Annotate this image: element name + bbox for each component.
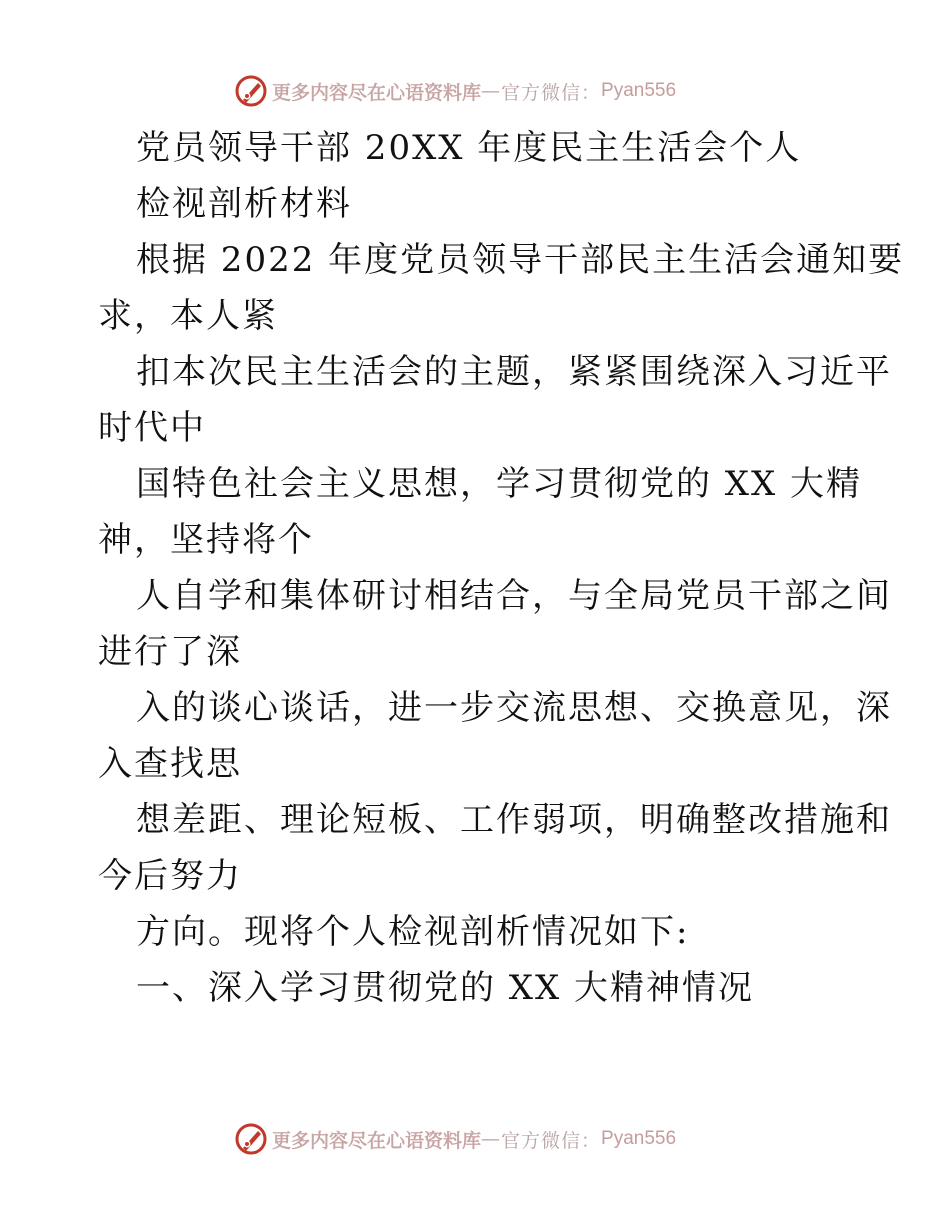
text-line: 检视剖析材料 — [136, 184, 352, 224]
text-line: 国特色社会主义思想，学习贯彻党的 XX 大精 — [136, 464, 863, 504]
text-line: 神，坚持将个 — [98, 520, 314, 560]
text-line: 时代中 — [98, 408, 206, 448]
text-line: 扣本次民主生活会的主题，紧紧围绕深入习近平 — [136, 352, 892, 392]
text-line: 今后努力 — [98, 856, 242, 896]
watermark-label: 官方微信： — [501, 81, 602, 104]
watermark-dash: — — [481, 1128, 502, 1150]
watermark-banner-top — [234, 73, 676, 109]
watermark-main-text: 更多内容尽在心语资料库 — [272, 81, 482, 104]
text-line: 根据 2022 年度党员领导干部民主生活会通知要 — [136, 240, 905, 280]
watermark-wechat-id: Pyan556 — [601, 80, 677, 101]
watermark-banner-bottom — [234, 1121, 676, 1157]
text-line: 入的谈心谈话，进一步交流思想、交换意见，深 — [136, 688, 892, 728]
text-line: 进行了深 — [98, 632, 242, 672]
watermark-main-text: 更多内容尽在心语资料库 — [272, 1129, 482, 1152]
pen-logo-icon — [234, 1122, 268, 1156]
text-line: 求，本人紧 — [98, 296, 278, 336]
text-line: 入查找思 — [98, 744, 242, 784]
watermark-dash: — — [481, 80, 502, 102]
text-line: 方向。现将个人检视剖析情况如下: — [136, 912, 690, 952]
pen-logo-icon — [234, 74, 268, 108]
text-line: 人自学和集体研讨相结合，与全局党员干部之间 — [136, 576, 892, 616]
watermark-label: 官方微信： — [501, 1129, 602, 1152]
text-line: 一、深入学习贯彻党的 XX 大精神情况 — [136, 968, 755, 1008]
text-line: 想差距、理论短板、工作弱项，明确整改措施和 — [136, 800, 892, 840]
document-body — [98, 120, 905, 1016]
watermark-wechat-id: Pyan556 — [601, 1128, 677, 1149]
text-line: 党员领导干部 20XX 年度民主生活会个人 — [136, 128, 802, 168]
